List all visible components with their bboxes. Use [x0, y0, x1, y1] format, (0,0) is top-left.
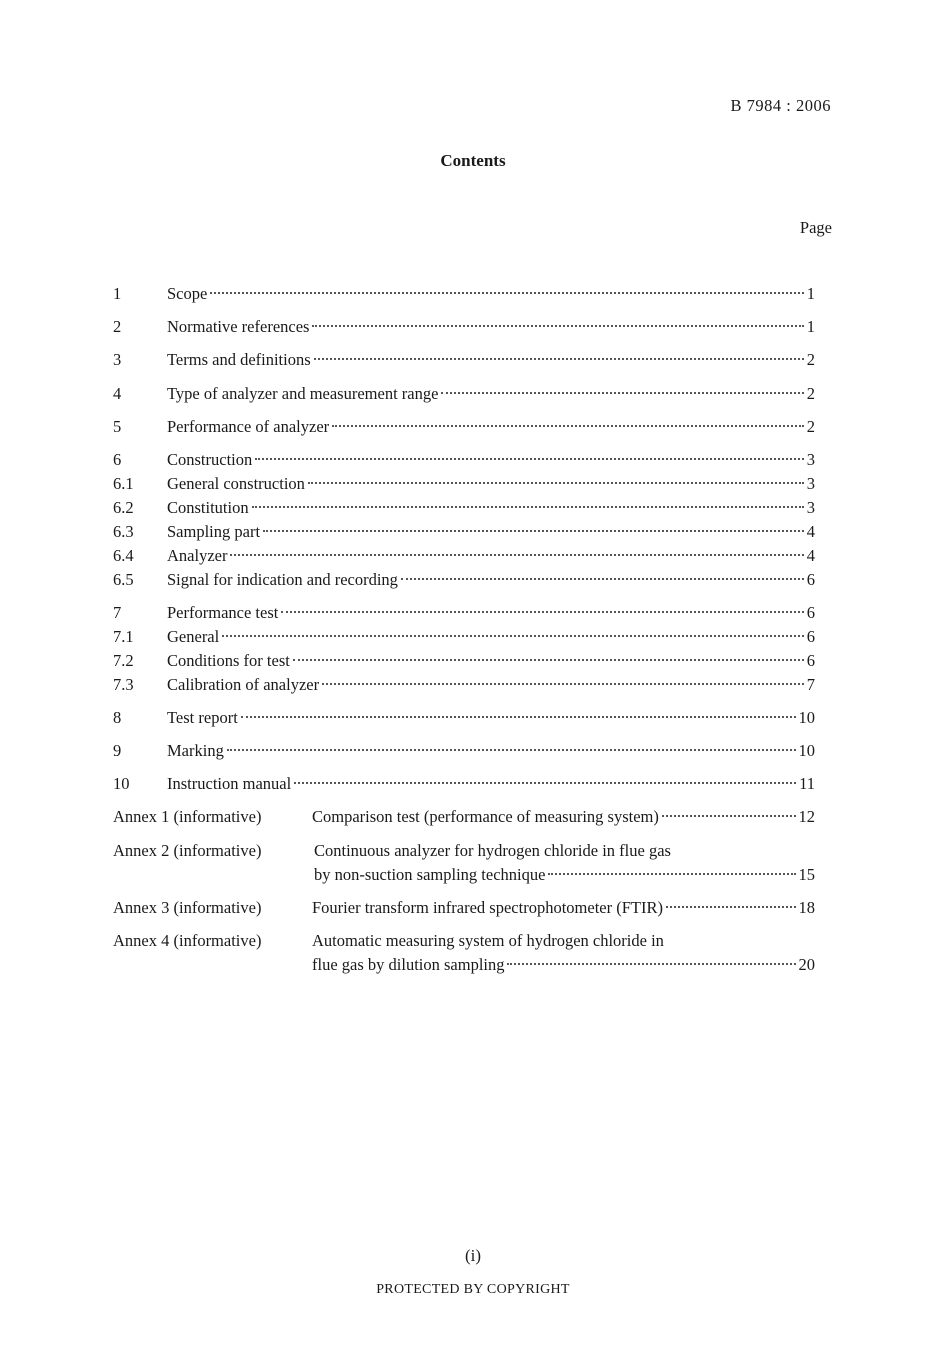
toc-entry-title: Constitution	[167, 498, 249, 517]
leader-dots	[441, 392, 803, 394]
leader-dots	[548, 873, 795, 875]
toc-entry-title: Test report	[167, 708, 238, 727]
toc-entry-number: 7.2	[113, 651, 134, 670]
toc-entry-title: Sampling part	[167, 522, 261, 541]
toc-entry-page: 6	[806, 570, 815, 589]
toc-entry-title: General construction	[167, 474, 305, 493]
toc-entry-page: 4	[806, 546, 815, 565]
toc-entry-title: Analyzer	[167, 546, 228, 565]
toc-entry-number: 7.3	[113, 675, 134, 694]
leader-dots	[666, 906, 796, 908]
annex-label: Annex 4 (informative)	[113, 931, 262, 950]
toc-entry-title: Performance of analyzer	[167, 417, 330, 436]
toc-entry[interactable]	[113, 449, 815, 471]
toc-entry[interactable]	[113, 674, 815, 696]
annex-title: Comparison test (performance of measuring system)	[312, 807, 659, 826]
leader-dots	[227, 749, 796, 751]
toc-entry-number: 3	[113, 350, 122, 369]
annex-title-line1: Continuous analyzer for hydrogen chloride in flue gas	[314, 841, 671, 860]
annex-title-line2: by non-suction sampling technique	[314, 865, 546, 884]
annex-page: 20	[798, 955, 815, 974]
leader-dots	[230, 554, 803, 556]
annex-page: 12	[798, 807, 815, 826]
toc-entry[interactable]	[113, 383, 815, 405]
toc-entry-title: Normative references	[167, 317, 310, 336]
toc-entry-title: Terms and definitions	[167, 350, 311, 369]
leader-dots	[401, 578, 804, 580]
annex-entry[interactable]	[113, 930, 815, 976]
toc-entry-page: 10	[798, 741, 815, 760]
toc-entry-page: 1	[806, 284, 815, 303]
leader-dots	[281, 611, 803, 613]
leader-dots	[662, 815, 796, 817]
toc-entry-title: Construction	[167, 450, 253, 469]
leader-dots	[241, 716, 796, 718]
toc-entry[interactable]	[113, 773, 815, 795]
toc-entry-page: 4	[806, 522, 815, 541]
toc-entry-title: Signal for indication and recording	[167, 570, 398, 589]
toc-entry-page: 2	[806, 417, 815, 436]
leader-dots	[222, 635, 804, 637]
toc-entry-title: Scope	[167, 284, 208, 303]
leader-dots	[308, 482, 804, 484]
page-number: (i)	[464, 1246, 482, 1265]
toc-entry-page: 3	[806, 498, 815, 517]
toc-entry-number: 10	[113, 774, 130, 793]
toc-entry-title: Instruction manual	[167, 774, 292, 793]
toc-entry-number: 1	[113, 284, 122, 303]
toc-entry-title: Type of analyzer and measurement range	[167, 384, 439, 403]
copyright-notice: PROTECTED BY COPYRIGHT	[376, 1282, 570, 1297]
toc-entry-page: 6	[806, 651, 815, 670]
annex-entry[interactable]	[113, 840, 815, 886]
toc-entry-page: 6	[806, 603, 815, 622]
toc-entry[interactable]	[113, 473, 815, 495]
toc-entry-page: 11	[799, 774, 815, 793]
toc-entry-number: 6.2	[113, 498, 134, 517]
toc-entry-page: 6	[806, 627, 815, 646]
annex-page: 15	[798, 865, 815, 884]
toc-entry-page: 2	[806, 384, 815, 403]
leader-dots	[252, 506, 804, 508]
toc-entry-number: 5	[113, 417, 122, 436]
toc-entry-page: 3	[806, 474, 815, 493]
annex-page: 18	[798, 898, 815, 917]
leader-dots	[293, 659, 804, 661]
toc-entry-number: 6.5	[113, 570, 134, 589]
toc-entry[interactable]	[113, 707, 815, 729]
toc-entry-page: 2	[806, 350, 815, 369]
toc-entry-page: 7	[806, 675, 815, 694]
annex-entry[interactable]	[113, 806, 815, 828]
leader-dots	[322, 683, 804, 685]
toc-entry-number: 6	[113, 450, 122, 469]
toc-entry-number: 7.1	[113, 627, 134, 646]
standard-number: B 7984 : 2006	[730, 96, 831, 115]
annex-title-line2: flue gas by dilution sampling	[312, 955, 505, 974]
toc-entry-page: 1	[806, 317, 815, 336]
toc-entry-number: 6.1	[113, 474, 134, 493]
toc-entry[interactable]	[113, 316, 815, 338]
toc-entry-number: 6.4	[113, 546, 134, 565]
toc-entry[interactable]	[113, 545, 815, 567]
toc-entry-number: 8	[113, 708, 122, 727]
toc-entry-number: 7	[113, 603, 122, 622]
leader-dots	[314, 358, 804, 360]
toc-entry-number: 6.3	[113, 522, 134, 541]
toc-entry[interactable]	[113, 602, 815, 624]
leader-dots	[263, 530, 804, 532]
toc-entry-title: Conditions for test	[167, 651, 290, 670]
toc-entry-page: 3	[806, 450, 815, 469]
toc-entry[interactable]	[113, 349, 815, 371]
leader-dots	[332, 425, 804, 427]
toc-entry[interactable]	[113, 416, 815, 438]
toc-entry[interactable]	[113, 521, 815, 543]
toc-entry-title: Marking	[167, 741, 224, 760]
toc-entry[interactable]	[113, 497, 815, 519]
leader-dots	[210, 292, 803, 294]
toc-entry[interactable]	[113, 626, 815, 648]
annex-label: Annex 1 (informative)	[113, 807, 262, 826]
page-column-heading: Page	[799, 218, 832, 237]
annex-title: Fourier transform infrared spectrophotometer (FTIR)	[312, 898, 663, 917]
toc-entry-number: 2	[113, 317, 122, 336]
annex-label: Annex 3 (informative)	[113, 898, 262, 917]
toc-entry-page: 10	[798, 708, 815, 727]
toc-entry-title: Performance test	[167, 603, 279, 622]
annex-title-line1: Automatic measuring system of hydrogen chloride in	[312, 931, 664, 950]
toc-entry-number: 4	[113, 384, 122, 403]
page-title: Contents	[440, 151, 506, 170]
annex-entry[interactable]	[113, 897, 815, 919]
leader-dots	[294, 782, 796, 784]
toc-entry[interactable]	[113, 740, 815, 762]
annex-label: Annex 2 (informative)	[113, 841, 262, 860]
leader-dots	[312, 325, 803, 327]
toc-entry-title: Calibration of analyzer	[167, 675, 320, 694]
toc-entry-title: General	[167, 627, 220, 646]
leader-dots	[507, 963, 795, 965]
toc-entry-number: 9	[113, 741, 122, 760]
toc-entry[interactable]	[113, 569, 815, 591]
leader-dots	[255, 458, 804, 460]
toc-entry[interactable]	[113, 650, 815, 672]
toc-entry[interactable]	[113, 283, 815, 305]
